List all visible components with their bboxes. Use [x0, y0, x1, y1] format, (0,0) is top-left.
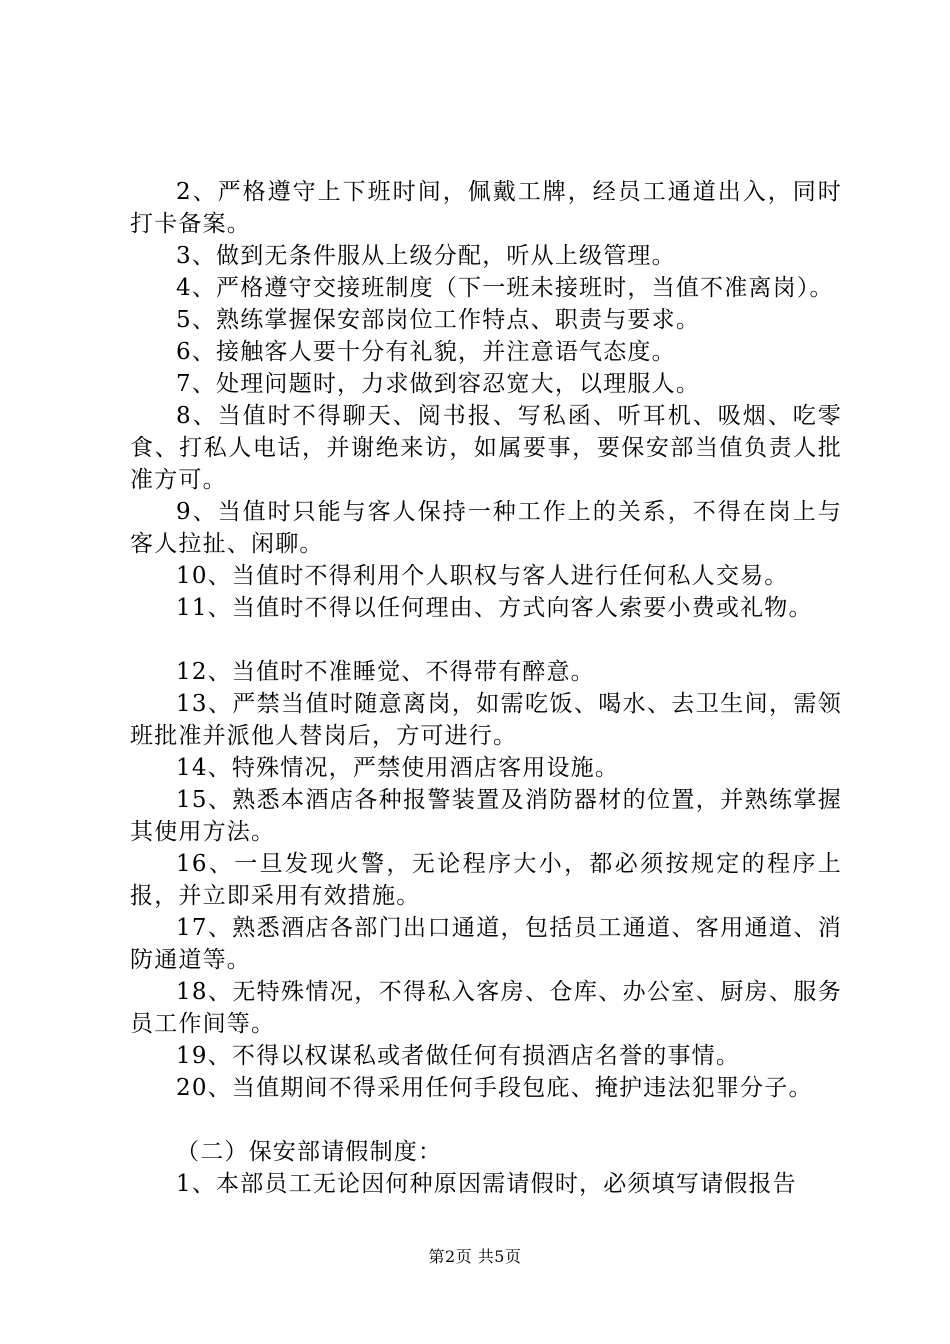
paragraph: 11、当值时不得以任何理由、方式向客人索要小费或礼物。: [176, 595, 813, 621]
paragraph: 12、当值时不准睡觉、不得带有醉意。: [176, 659, 595, 685]
paragraph: 7、处理问题时，力求做到容忍宽大，以理服人。: [176, 371, 701, 397]
document-body: [130, 176, 842, 1200]
paragraph: 14、特殊情况，严禁使用酒店客用设施。: [176, 755, 620, 781]
paragraph: 17、熟悉酒店各部门出口通道，包括员工通道、客用通道、消防通道等。: [130, 915, 842, 973]
paragraph: 6、接触客人要十分有礼貌，并注意语气态度。: [176, 339, 676, 365]
paragraph: 18、无特殊情况，不得私入客房、仓库、办公室、厨房、服务员工作间等。: [130, 979, 842, 1037]
paragraph: 4、严格遵守交接班制度（下一班未接班时，当值不准离岗）。: [176, 275, 834, 301]
blank-line: [130, 624, 842, 656]
paragraph: 2、严格遵守上下班时间，佩戴工牌，经员工通道出入，同时打卡备案。: [130, 179, 842, 237]
paragraph: 16、一旦发现火警，无论程序大小，都必须按规定的程序上报，并立即采用有效措施。: [130, 851, 842, 909]
paragraph: 8、当值时不得聊天、阅书报、写私函、听耳机、吸烟、吃零食、打私人电话，并谢绝来访，如属要事，要保安部当值负责人批准方可。: [130, 403, 842, 493]
paragraph: 1、本部员工无论因何种原因需请假时，必须填写请假报告: [176, 1171, 797, 1197]
paragraph: 3、做到无条件服从上级分配，听从上级管理。: [176, 243, 676, 269]
paragraph: 13、严禁当值时随意离岗，如需吃饭、喝水、去卫生间，需领班批准并派他人替岗后，方可进行。: [130, 691, 842, 749]
paragraph: 15、熟悉本酒店各种报警装置及消防器材的位置，并熟练掌握其使用方法。: [130, 787, 842, 845]
paragraph: 19、不得以权谋私或者做任何有损酒店名誉的事情。: [176, 1043, 741, 1069]
blank-line: [130, 1104, 842, 1136]
page-footer: 第2页 共5页: [428, 1247, 522, 1266]
paragraph: 20、当值期间不得采用任何手段包庇、掩护违法犯罪分子。: [176, 1075, 813, 1101]
paragraph: 9、当值时只能与客人保持一种工作上的关系，不得在岗上与客人拉扯、闲聊。: [130, 499, 842, 557]
paragraph: 10、当值时不得利用个人职权与客人进行任何私人交易。: [176, 563, 789, 589]
section-heading: （二）保安部请假制度：: [176, 1139, 443, 1165]
paragraph: 5、熟练掌握保安部岗位工作特点、职责与要求。: [176, 307, 701, 333]
